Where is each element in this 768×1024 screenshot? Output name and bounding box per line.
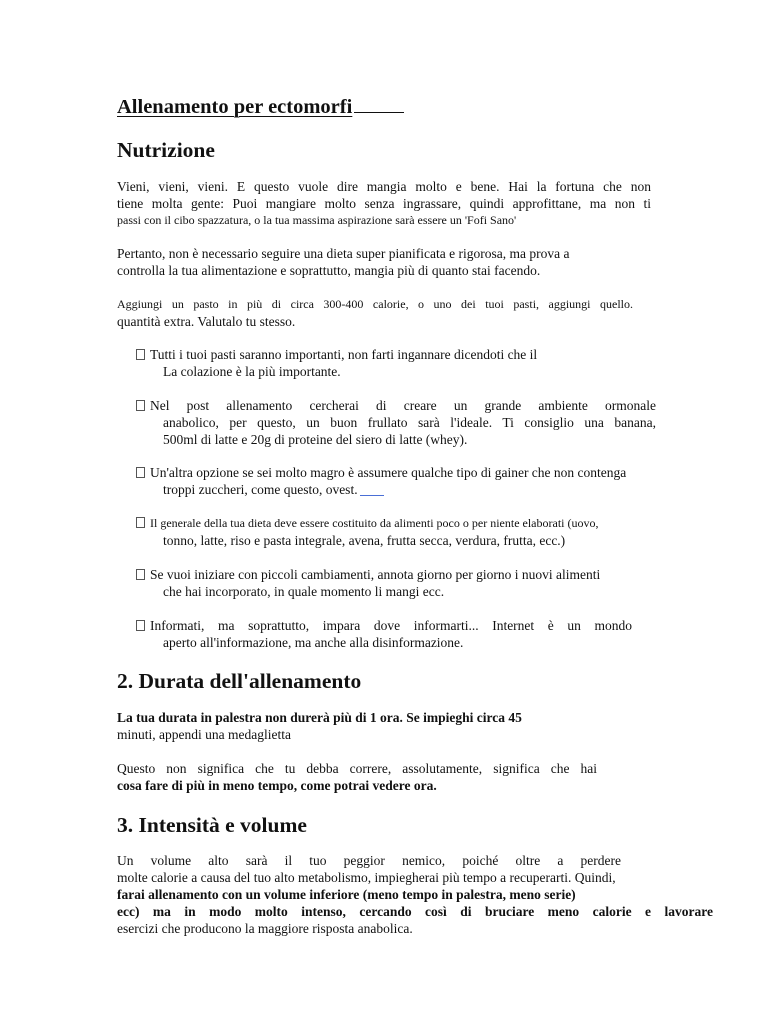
intensity-paragraph-1 [117,852,713,937]
text-line: che hai incorporato, in quale momento li mangi ecc. [163,584,445,599]
bullet-item [136,617,632,651]
bullet-item [136,566,656,600]
heading-intensita: 3. Intensità e volume [117,813,307,837]
text-line: Aggiungi un pasto in più di circa 300-400 calorie, o uno dei tuoi pasti, aggiungi quello. [117,297,633,311]
text-line: Questo non significa che tu debba correre, assolutamente, significa che hai [117,761,597,776]
text-line: Vieni, vieni, vieni. E questo vuole dire mangia molto e bene. Hai la fortuna che non [117,179,651,194]
text-line: Informati, ma soprattutto, impara dove informarti... Internet è un mondo [136,617,632,634]
text-line: ecc) ma in modo molto intenso, cercando così di bruciare meno calorie e lavorare [117,904,713,919]
heading-nutrizione: Nutrizione [117,138,215,162]
text-line: quantità extra. Valutalo tu stesso. [117,314,296,329]
bullet-box-icon [136,349,145,360]
text-line: tiene molta gente: Puoi mangiare molto senza ingrassare, quindi approfittane, ma non ti [117,196,651,211]
text-line: passi con il cibo spazzatura, o la tua massima aspirazione sarà essere un 'Fofi Sano' [117,213,517,227]
text-line: troppi zuccheri, come questo, ovest. [136,481,666,498]
nutrition-paragraph-1 [117,178,651,229]
bullet-box-icon [136,569,145,580]
bullet-box-icon [136,400,145,411]
title-underline-trail [354,112,404,113]
hyperlink-underline[interactable] [360,495,384,496]
bullet-box-icon [136,467,145,478]
bullet-item [136,346,656,380]
text-line: Un'altra opzione se sei molto magro è assumere qualche tipo di gainer che non contenga [136,464,666,481]
text-line: controlla la tua alimentazione e soprattutto, mangia più di quanto stai facendo. [117,263,541,278]
text-line: minuti, appendi una medaglietta [117,727,291,742]
text-line: Pertanto, non è necessario seguire una dieta super pianificata e rigorosa, ma prova a [117,246,570,261]
text-line: 500ml di latte e 20g di proteine del siero di latte (whey). [163,432,468,447]
text-line: tonno, latte, riso e pasta integrale, avena, frutta secca, verdura, frutta, ecc.) [163,533,566,548]
text-line: La colazione è la più importante. [163,364,341,379]
text-line: aperto all'informazione, ma anche alla disinformazione. [163,635,464,650]
bullet-box-icon [136,517,145,528]
duration-paragraph-2 [117,760,597,794]
text-line: Il generale della tua dieta deve essere costituito da alimenti poco o per niente elaborati (uovo, [136,515,636,532]
text-line: La tua durata in palestra non durerà più di 1 ora. Se impieghi circa 45 [117,710,522,725]
bullet-item [136,397,656,448]
text-line: farai allenamento con un volume inferiore (meno tempo in palestra, meno serie) [117,887,576,902]
text-line: Un volume alto sarà il tuo peggior nemico, poiché oltre a perdere [117,853,621,868]
nutrition-paragraph-3 [117,296,633,330]
bullet-item [136,515,636,549]
text-line: cosa fare di più in meno tempo, come potrai vedere ora. [117,778,437,793]
text-line: Nel post allenamento cercherai di creare un grande ambiente ormonale [136,397,656,414]
bullet-item [136,464,666,498]
heading-durata: 2. Durata dell'allenamento [117,669,362,693]
document-title: Allenamento per ectomorfi [117,95,404,119]
text-line: molte calorie a causa del tuo alto metabolismo, impiegherai più tempo a recuperarti. Quindi, [117,870,616,885]
nutrition-paragraph-2 [117,245,641,279]
bullet-box-icon [136,620,145,631]
duration-paragraph-1 [117,709,617,743]
text-line: Tutti i tuoi pasti saranno importanti, non farti ingannare dicendoti che il [136,346,656,363]
text-line: Se vuoi iniziare con piccoli cambiamenti, annota giorno per giorno i nuovi alimenti [136,566,656,583]
text-line: esercizi che producono la maggiore risposta anabolica. [117,921,413,936]
text-line: anabolico, per questo, un buon frullato sarà l'ideale. Ti consiglio una banana, [163,415,656,430]
